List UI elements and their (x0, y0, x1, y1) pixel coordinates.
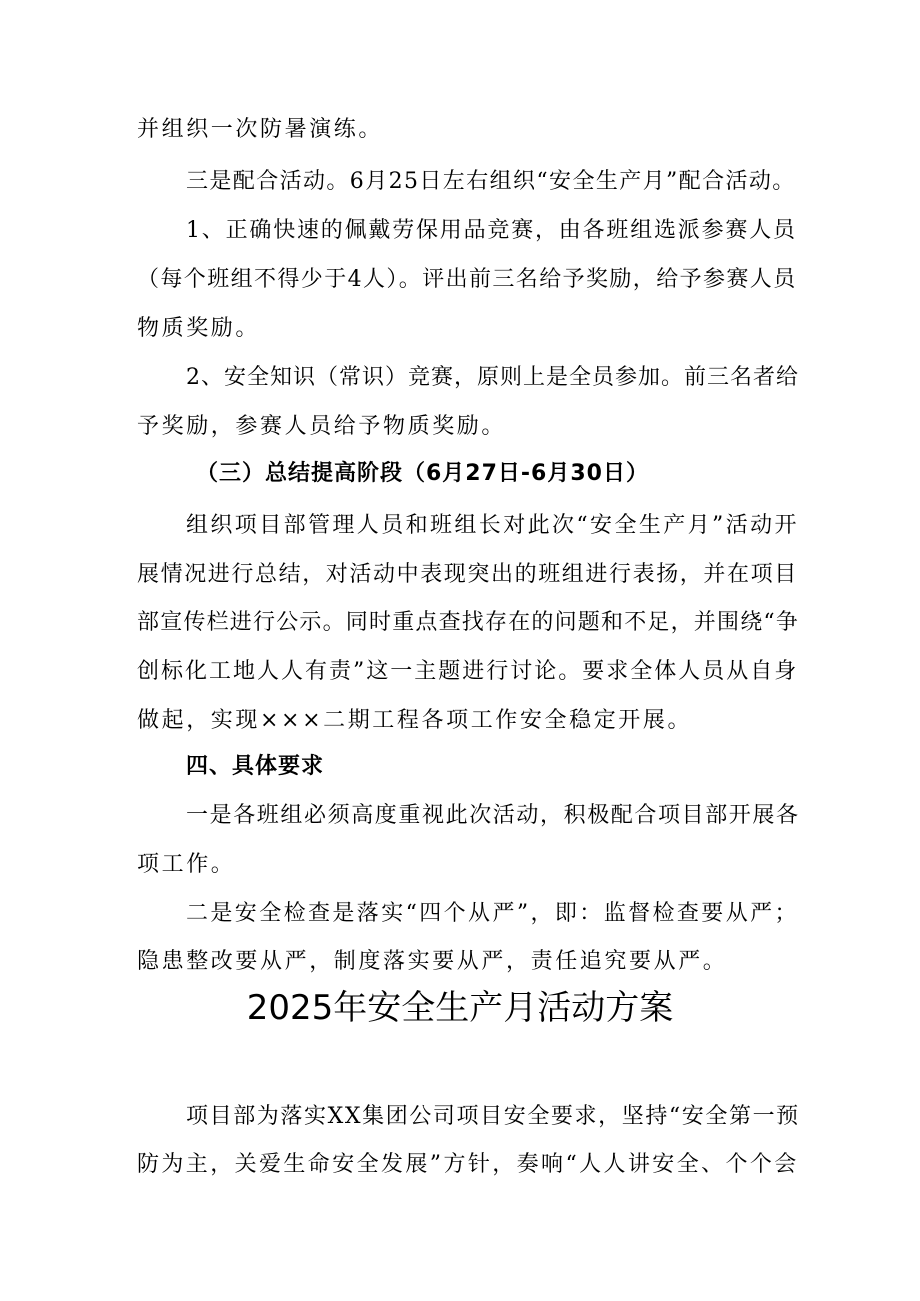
paragraph-line: 组织项目部管理人员和班组长对此次“安全生产月”活动开 (186, 513, 799, 538)
document-title: 2025年安全生产月活动方案 (246, 988, 674, 1028)
paragraph-line: 做起，实现×××二期工程各项工作安全稳定开展。 (137, 708, 693, 733)
paragraph-line: （每个班组不得少于4人）。评出前三名给予奖励，给予参赛人员 (137, 267, 797, 292)
paragraph-line: 一是各班组必须高度重视此次活动，积极配合项目部开展各 (186, 803, 800, 828)
paragraph-line: 隐患整改要从严，制度落实要从严，责任追究要从严。 (137, 949, 728, 974)
paragraph-line: 展情况进行总结，对活动中表现突出的班组进行表扬，并在项目 (137, 562, 798, 587)
paragraph-line: 部宣传栏进行公示。同时重点查找存在的问题和不足，并围绕“争 (137, 610, 800, 635)
paragraph-line: 物质奖励。 (137, 316, 261, 341)
paragraph-line: 项目部为落实XX集团公司项目安全要求，坚持“安全第一预 (186, 1104, 800, 1129)
paragraph-line: 1、正确快速的佩戴劳保用品竞赛，由各班组选派参赛人员 (186, 218, 797, 243)
paragraph-line: 予奖励，参赛人员给予物质奖励。 (137, 414, 507, 439)
paragraph-line: 并组织一次防暑演练。 (137, 117, 384, 142)
section-heading-summary: （三）总结提高阶段（6月27日-6月30日） (196, 461, 649, 486)
paragraph-line: 项工作。 (137, 852, 236, 877)
paragraph-line: 二是安全检查是落实“四个从严”，即：监督检查要从严； (186, 901, 799, 926)
paragraph-line: 2、安全知识（常识）竞赛，原则上是全员参加。前三名者给 (186, 365, 799, 390)
paragraph-line: 创标化工地人人有责”这一主题进行讨论。要求全体人员从自身 (137, 659, 799, 684)
paragraph-line: 防为主，关爱生命安全发展”方针，奏响“人人讲安全、个个会 (137, 1152, 799, 1177)
section-heading-requirements: 四、具体要求 (186, 754, 325, 779)
paragraph-line: 三是配合活动。6月25日左右组织“安全生产月”配合活动。 (186, 169, 796, 194)
